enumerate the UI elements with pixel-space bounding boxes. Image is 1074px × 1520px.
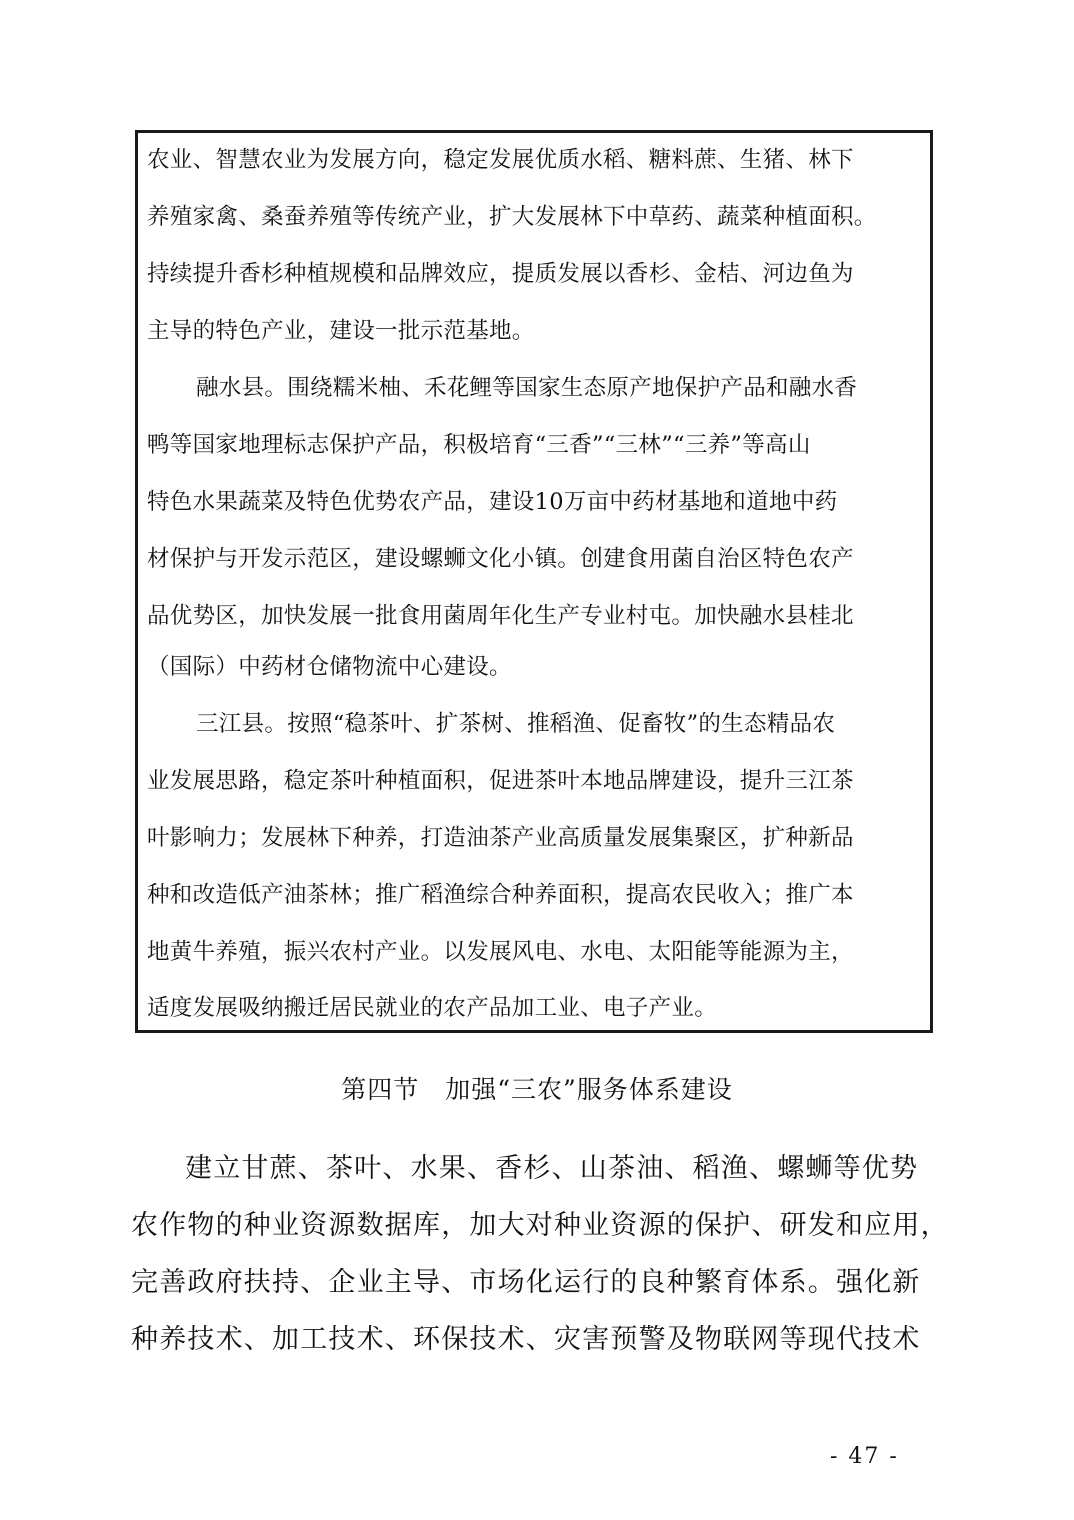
box-text-line: 地黄牛养殖，振兴农村产业。以发展风电、水电、太阳能等能源为主， (147, 939, 854, 965)
box-text-line: 业发展思路，稳定茶叶种植面积，促进茶叶本地品牌建设，提升三江茶 (147, 768, 854, 794)
box-text-line: 特色水果蔬菜及特色优势农产品，建设10万亩中药材基地和道地中药 (147, 489, 838, 515)
body-paragraph-start: 建立甘蔗、茶叶、水果、香杉、山茶油、稻渔、螺蛳等优势 (185, 1153, 919, 1184)
box-text-line: 持续提升香杉种植规模和品牌效应，提质发展以香杉、金桔、河边鱼为 (147, 261, 854, 287)
box-text-line: 材保护与开发示范区，建设螺蛳文化小镇。创建食用菌自治区特色农产 (147, 546, 854, 572)
box-text-line: 鸭等国家地理标志保护产品，积极培育“三香”“三林”“三养”等高山 (147, 432, 811, 458)
box-text-line: 养殖家禽、桑蚕养殖等传统产业，扩大发展林下中草药、蔬菜种植面积。 (147, 204, 877, 230)
box-text-line: （国际）中药材仓储物流中心建设。 (147, 654, 512, 680)
box-text-line: 种和改造低产油茶林；推广稻渔综合种养面积，提高农民收入；推广本 (147, 882, 854, 908)
box-text-line: 主导的特色产业，建设一批示范基地。 (147, 318, 535, 344)
section-heading: 第四节 加强“三农”服务体系建设 (341, 1075, 733, 1104)
box-text-line: 叶影响力；发展林下种养，打造油茶产业高质量发展集聚区，扩种新品 (147, 825, 854, 851)
box-paragraph-start-rongshui: 融水县。围绕糯米柚、禾花鲤等国家生态原产地保护产品和融水香 (196, 375, 858, 401)
box-paragraph-start-sanjiang: 三江县。按照“稳茶叶、扩茶树、推稻渔、促畜牧”的生态精品农 (196, 711, 836, 737)
box-text-line: 农业、智慧农业为发展方向，稳定发展优质水稻、糖料蔗、生猪、林下 (147, 147, 854, 173)
body-text-line: 种养技术、加工技术、环保技术、灾害预警及物联网等现代技术 (131, 1324, 921, 1355)
box-text-line: 品优势区，加快发展一批食用菌周年化生产专业村屯。加快融水县桂北 (147, 603, 854, 629)
body-text-line: 完善政府扶持、企业主导、市场化运行的良种繁育体系。强化新 (131, 1267, 921, 1298)
body-text-line: 农作物的种业资源数据库，加大对种业资源的保护、研发和应用， (131, 1210, 949, 1241)
box-text-line: 适度发展吸纳搬迁居民就业的农产品加工业、电子产业。 (147, 995, 718, 1021)
page-number: - 47 - (830, 1444, 899, 1469)
